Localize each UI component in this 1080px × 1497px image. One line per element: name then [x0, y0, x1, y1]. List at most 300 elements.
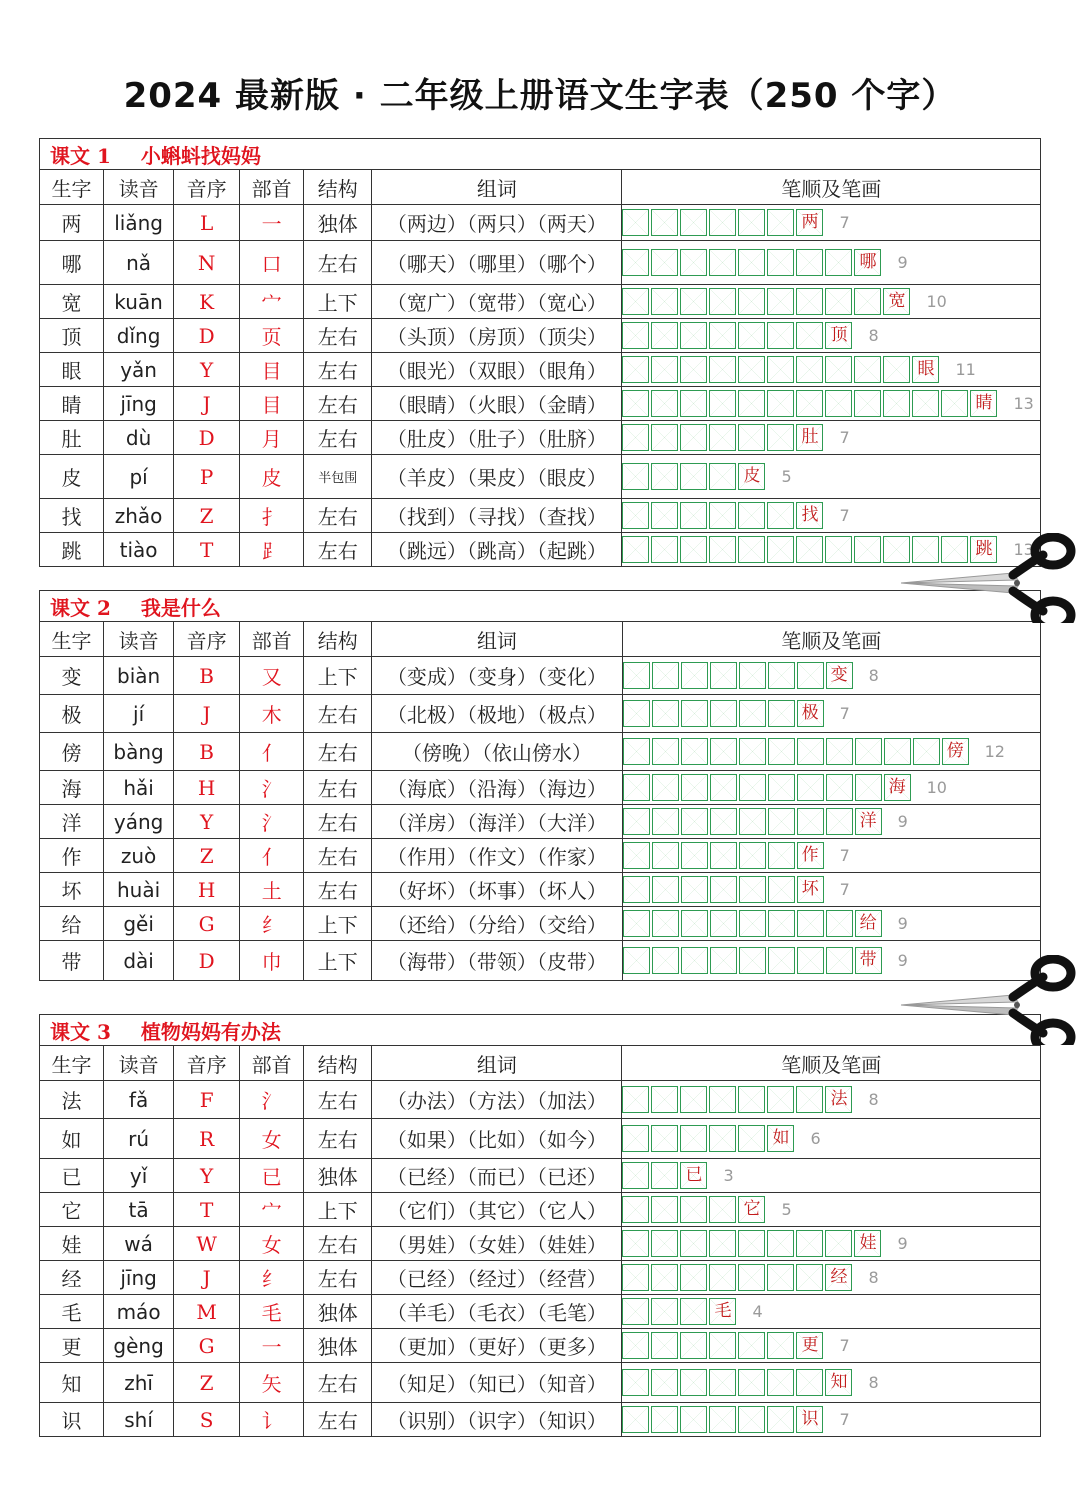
pinyin-cell: dǐng [104, 319, 174, 353]
stroke-box [623, 876, 650, 903]
char-cell: 海 [40, 771, 104, 805]
stroke-box [797, 947, 824, 974]
stroke-box [738, 1264, 765, 1291]
stroke-box [796, 1369, 823, 1396]
stroke-order-cell [622, 285, 1041, 319]
table-row [40, 455, 1041, 499]
stroke-box [680, 390, 707, 417]
table-row [40, 1159, 1041, 1193]
stroke-box [796, 322, 823, 349]
char-cell: 眼 [40, 353, 104, 387]
stroke-box [623, 808, 650, 835]
stroke-box [651, 322, 678, 349]
words-cell: （跳远）（跳高）（起跳） [372, 533, 622, 567]
stroke-box [680, 288, 707, 315]
stroke-box [651, 1406, 678, 1433]
stroke-box [796, 1086, 823, 1113]
stroke-box [622, 288, 649, 315]
lesson-label: 课文 3 [50, 1019, 111, 1044]
stroke-box [883, 390, 910, 417]
char-cell: 毛 [40, 1295, 104, 1329]
stroke-order-cell [622, 1159, 1041, 1193]
char-cell: 知 [40, 1363, 104, 1403]
words-cell: （更加）（更好）（更多） [372, 1329, 622, 1363]
stroke-box [767, 1406, 794, 1433]
stroke-box [651, 288, 678, 315]
structure-cell: 上下 [304, 907, 372, 941]
stroke-order-cell [622, 873, 1040, 907]
radical-cell: 扌 [240, 499, 304, 533]
stroke-box [681, 808, 708, 835]
table-row [40, 1119, 1041, 1159]
initial-cell: K [174, 285, 240, 319]
stroke-box: 已 [680, 1162, 707, 1189]
stroke-box: 极 [797, 700, 824, 727]
char-cell: 更 [40, 1329, 104, 1363]
stroke-box [768, 700, 795, 727]
words-cell: （办法）（方法）（加法） [372, 1081, 622, 1119]
stroke-box [709, 424, 736, 451]
stroke-box [854, 536, 881, 563]
initial-cell: D [174, 941, 240, 981]
initial-cell: D [174, 319, 240, 353]
initial-cell: F [174, 1081, 240, 1119]
stroke-box [710, 700, 737, 727]
column-header: 组词 [372, 622, 622, 657]
radical-cell: 矢 [240, 1363, 304, 1403]
stroke-box [680, 1332, 707, 1359]
initial-cell: H [174, 873, 240, 907]
stroke-box [739, 876, 766, 903]
structure-cell: 左右 [304, 241, 372, 285]
words-cell: （傍晚）（依山傍水） [372, 733, 622, 771]
words-cell: （已经）（经过）（经营） [372, 1261, 622, 1295]
column-header: 读音 [104, 1046, 174, 1081]
words-cell: （变成）（变身）（变化） [372, 657, 622, 695]
stroke-count: 8 [868, 1090, 879, 1109]
stroke-box: 毛 [709, 1298, 736, 1325]
radical-cell: 巾 [240, 941, 304, 981]
stroke-box [797, 910, 824, 937]
stroke-order-cell [622, 657, 1040, 695]
column-header: 结构 [304, 1046, 372, 1081]
stroke-box [768, 910, 795, 937]
radical-cell: 一 [240, 205, 304, 241]
words-cell: （它们）（其它）（它人） [372, 1193, 622, 1227]
pinyin-cell: gěi [104, 907, 174, 941]
pinyin-cell: yǐ [104, 1159, 174, 1193]
stroke-order-cell [622, 1227, 1041, 1261]
words-cell: （还给）（分给）（交给） [372, 907, 622, 941]
stroke-order-cell [622, 839, 1040, 873]
words-cell: （肚皮）（肚子）（肚脐） [372, 421, 622, 455]
char-cell: 睛 [40, 387, 104, 421]
stroke-box [651, 249, 678, 276]
pinyin-cell: rú [104, 1119, 174, 1159]
stroke-count: 13 [1013, 540, 1034, 559]
column-header: 音序 [174, 622, 240, 657]
stroke-box [680, 1298, 707, 1325]
stroke-count: 7 [839, 880, 850, 899]
stroke-box [680, 502, 707, 529]
table-row [40, 285, 1041, 319]
initial-cell: D [174, 421, 240, 455]
stroke-box [738, 1230, 765, 1257]
stroke-box [767, 209, 794, 236]
stroke-box [680, 322, 707, 349]
stroke-box [738, 1369, 765, 1396]
radical-cell: 皮 [240, 455, 304, 499]
stroke-box [652, 738, 679, 765]
stroke-box: 顶 [825, 322, 852, 349]
column-header: 结构 [304, 622, 372, 657]
stroke-box [826, 738, 853, 765]
stroke-order-cell [622, 1363, 1041, 1403]
stroke-box [681, 876, 708, 903]
stroke-count: 7 [839, 846, 850, 865]
column-header: 读音 [104, 622, 174, 657]
stroke-box [622, 502, 649, 529]
structure-cell: 左右 [304, 771, 372, 805]
words-cell: （洋房）（海洋）（大洋） [372, 805, 622, 839]
radical-cell: ⻊ [240, 533, 304, 567]
stroke-box [738, 249, 765, 276]
stroke-order-cell [622, 319, 1041, 353]
pinyin-cell: wá [104, 1227, 174, 1261]
stroke-box [709, 1125, 736, 1152]
lesson-table-1 [39, 138, 1041, 567]
stroke-order-cell [622, 421, 1041, 455]
stroke-order-cell [622, 1403, 1041, 1437]
table-row [40, 657, 1041, 695]
table-row [40, 387, 1041, 421]
table-row [40, 1081, 1041, 1119]
radical-cell: 土 [240, 873, 304, 907]
stroke-box: 它 [738, 1196, 765, 1223]
stroke-box [651, 1230, 678, 1257]
stroke-box [738, 1125, 765, 1152]
stroke-box: 皮 [738, 463, 765, 490]
stroke-order-cell [622, 771, 1040, 805]
pinyin-cell: máo [104, 1295, 174, 1329]
stroke-box [680, 536, 707, 563]
words-cell: （男娃）（女娃）（娃娃） [372, 1227, 622, 1261]
pinyin-cell: biàn [104, 657, 174, 695]
char-cell: 带 [40, 941, 104, 981]
structure-cell: 左右 [304, 319, 372, 353]
stroke-box [623, 774, 650, 801]
stroke-box: 给 [855, 910, 882, 937]
words-cell: （识别）（识字）（知识） [372, 1403, 622, 1437]
table-row [40, 695, 1041, 733]
radical-cell: 月 [240, 421, 304, 455]
stroke-box [623, 738, 650, 765]
stroke-box [622, 1125, 649, 1152]
stroke-box [652, 662, 679, 689]
stroke-box [652, 876, 679, 903]
table-row [40, 839, 1041, 873]
stroke-box [826, 947, 853, 974]
stroke-box [739, 700, 766, 727]
stroke-count: 8 [868, 666, 879, 685]
stroke-box [622, 1196, 649, 1223]
initial-cell: Z [174, 499, 240, 533]
stroke-box [738, 390, 765, 417]
stroke-box [767, 390, 794, 417]
lesson-title: 小蝌蚪找妈妈 [140, 143, 261, 168]
stroke-box [622, 536, 649, 563]
scissors-icon [893, 955, 1078, 1045]
radical-cell: 宀 [240, 285, 304, 319]
table-row [40, 1403, 1041, 1437]
stroke-count: 7 [839, 1410, 850, 1429]
lesson-header [40, 139, 1041, 170]
stroke-box [796, 1264, 823, 1291]
stroke-box [854, 356, 881, 383]
stroke-box [680, 1196, 707, 1223]
words-cell: （海带）（带领）（皮带） [372, 941, 622, 981]
words-cell: （作用）（作文）（作家） [372, 839, 622, 873]
stroke-order-cell [622, 241, 1041, 285]
radical-cell: 亻 [240, 839, 304, 873]
stroke-box: 跳 [970, 536, 997, 563]
lesson-label: 课文 1 [50, 143, 111, 168]
stroke-box [622, 1264, 649, 1291]
lesson-label: 课文 2 [50, 595, 111, 620]
pinyin-cell: huài [104, 873, 174, 907]
stroke-box [710, 842, 737, 869]
structure-cell: 左右 [304, 387, 372, 421]
radical-cell: 目 [240, 387, 304, 421]
structure-cell: 上下 [304, 285, 372, 319]
structure-cell: 上下 [304, 1193, 372, 1227]
stroke-box [651, 209, 678, 236]
stroke-box [855, 774, 882, 801]
stroke-count: 13 [1013, 394, 1034, 413]
stroke-box [768, 662, 795, 689]
initial-cell: L [174, 205, 240, 241]
structure-cell: 左右 [304, 873, 372, 907]
pinyin-cell: zhī [104, 1363, 174, 1403]
table-row [40, 353, 1041, 387]
table-row [40, 319, 1041, 353]
stroke-box [825, 288, 852, 315]
column-header: 结构 [304, 170, 372, 205]
stroke-box [710, 738, 737, 765]
structure-cell: 左右 [304, 1119, 372, 1159]
stroke-box [738, 536, 765, 563]
stroke-box: 洋 [855, 808, 882, 835]
char-cell: 皮 [40, 455, 104, 499]
radical-cell: 氵 [240, 771, 304, 805]
radical-cell: 女 [240, 1119, 304, 1159]
stroke-count: 11 [955, 360, 976, 379]
stroke-box [768, 947, 795, 974]
stroke-order-cell [622, 695, 1040, 733]
stroke-count: 4 [752, 1302, 763, 1321]
char-cell: 它 [40, 1193, 104, 1227]
stroke-order-cell [622, 1329, 1041, 1363]
table-row [40, 873, 1041, 907]
stroke-box: 法 [825, 1086, 852, 1113]
initial-cell: Z [174, 839, 240, 873]
lesson-title: 我是什么 [140, 595, 221, 620]
stroke-box [710, 662, 737, 689]
stroke-box [739, 910, 766, 937]
stroke-box [767, 502, 794, 529]
radical-cell: 毛 [240, 1295, 304, 1329]
stroke-box [680, 1264, 707, 1291]
pinyin-cell: pí [104, 455, 174, 499]
stroke-order-cell [622, 1119, 1041, 1159]
pinyin-cell: yǎn [104, 353, 174, 387]
column-header-row [40, 622, 1041, 657]
stroke-count: 10 [926, 778, 947, 797]
stroke-box [825, 1230, 852, 1257]
structure-cell: 独体 [304, 205, 372, 241]
stroke-box [622, 1369, 649, 1396]
stroke-box [651, 1162, 678, 1189]
words-cell: （羊皮）（果皮）（眼皮） [372, 455, 622, 499]
stroke-box [681, 738, 708, 765]
stroke-box [651, 356, 678, 383]
column-header: 音序 [174, 1046, 240, 1081]
words-cell: （眼光）（双眼）（眼角） [372, 353, 622, 387]
stroke-box [855, 738, 882, 765]
structure-cell: 独体 [304, 1329, 372, 1363]
stroke-box [622, 390, 649, 417]
stroke-box [622, 209, 649, 236]
pinyin-cell: dù [104, 421, 174, 455]
stroke-box: 找 [796, 502, 823, 529]
stroke-box [768, 738, 795, 765]
stroke-count: 6 [810, 1129, 821, 1148]
pinyin-cell: liǎng [104, 205, 174, 241]
column-header: 部首 [240, 1046, 304, 1081]
stroke-box: 知 [825, 1369, 852, 1396]
column-header-row [40, 170, 1041, 205]
stroke-box [941, 390, 968, 417]
column-header: 读音 [104, 170, 174, 205]
stroke-box [738, 1406, 765, 1433]
stroke-box: 作 [797, 842, 824, 869]
stroke-box [681, 910, 708, 937]
page-title: 2024 最新版 · 二年级上册语文生字表（250 个字） [123, 76, 957, 116]
table-row [40, 1295, 1041, 1329]
stroke-box [738, 356, 765, 383]
structure-cell: 左右 [304, 1403, 372, 1437]
stroke-box [622, 1332, 649, 1359]
stroke-count: 7 [839, 1336, 850, 1355]
stroke-box [652, 700, 679, 727]
stroke-box [652, 774, 679, 801]
char-cell: 宽 [40, 285, 104, 319]
stroke-box [622, 463, 649, 490]
structure-cell: 左右 [304, 1363, 372, 1403]
stroke-box [826, 774, 853, 801]
pinyin-cell: dài [104, 941, 174, 981]
stroke-count: 5 [781, 467, 792, 486]
char-cell: 肚 [40, 421, 104, 455]
structure-cell: 左右 [304, 733, 372, 771]
initial-cell: Z [174, 1363, 240, 1403]
stroke-box [796, 536, 823, 563]
char-cell: 法 [40, 1081, 104, 1119]
stroke-box [709, 288, 736, 315]
radical-cell: 亻 [240, 733, 304, 771]
structure-cell: 左右 [304, 1081, 372, 1119]
stroke-box [913, 738, 940, 765]
structure-cell: 独体 [304, 1159, 372, 1193]
table-row [40, 421, 1041, 455]
words-cell: （宽广）（宽带）（宽心） [372, 285, 622, 319]
radical-cell: 纟 [240, 1261, 304, 1295]
stroke-box [709, 1086, 736, 1113]
table-row [40, 1363, 1041, 1403]
stroke-box [739, 842, 766, 869]
column-header: 笔顺及笔画 [622, 622, 1040, 657]
stroke-box: 更 [796, 1332, 823, 1359]
initial-cell: B [174, 733, 240, 771]
stroke-box [651, 536, 678, 563]
column-header: 笔顺及笔画 [622, 170, 1041, 205]
stroke-box: 识 [796, 1406, 823, 1433]
stroke-box [651, 390, 678, 417]
char-cell: 已 [40, 1159, 104, 1193]
initial-cell: M [174, 1295, 240, 1329]
stroke-count: 9 [897, 812, 908, 831]
stroke-box [767, 356, 794, 383]
char-cell: 哪 [40, 241, 104, 285]
radical-cell: 女 [240, 1227, 304, 1261]
words-cell: （头顶）（房顶）（顶尖） [372, 319, 622, 353]
stroke-box [651, 1369, 678, 1396]
stroke-box [652, 910, 679, 937]
table-row [40, 1193, 1041, 1227]
stroke-box [651, 502, 678, 529]
pinyin-cell: nǎ [104, 241, 174, 285]
char-cell: 跳 [40, 533, 104, 567]
stroke-box [854, 288, 881, 315]
initial-cell: J [174, 695, 240, 733]
stroke-box [825, 356, 852, 383]
stroke-box [767, 536, 794, 563]
stroke-box [912, 390, 939, 417]
stroke-box [768, 842, 795, 869]
initial-cell: W [174, 1227, 240, 1261]
pinyin-cell: shí [104, 1403, 174, 1437]
stroke-box [681, 842, 708, 869]
stroke-box [680, 1406, 707, 1433]
radical-cell: 宀 [240, 1193, 304, 1227]
structure-cell: 上下 [304, 657, 372, 695]
column-header-row [40, 1046, 1041, 1081]
structure-cell: 独体 [304, 1295, 372, 1329]
column-header: 组词 [372, 170, 622, 205]
column-header: 生字 [40, 170, 104, 205]
initial-cell: G [174, 907, 240, 941]
stroke-count: 7 [839, 704, 850, 723]
column-header: 部首 [240, 622, 304, 657]
structure-cell: 左右 [304, 353, 372, 387]
stroke-box [738, 502, 765, 529]
stroke-box [739, 808, 766, 835]
stroke-count: 8 [868, 326, 879, 345]
radical-cell: 已 [240, 1159, 304, 1193]
stroke-box [651, 1332, 678, 1359]
stroke-box [652, 842, 679, 869]
stroke-box: 海 [884, 774, 911, 801]
